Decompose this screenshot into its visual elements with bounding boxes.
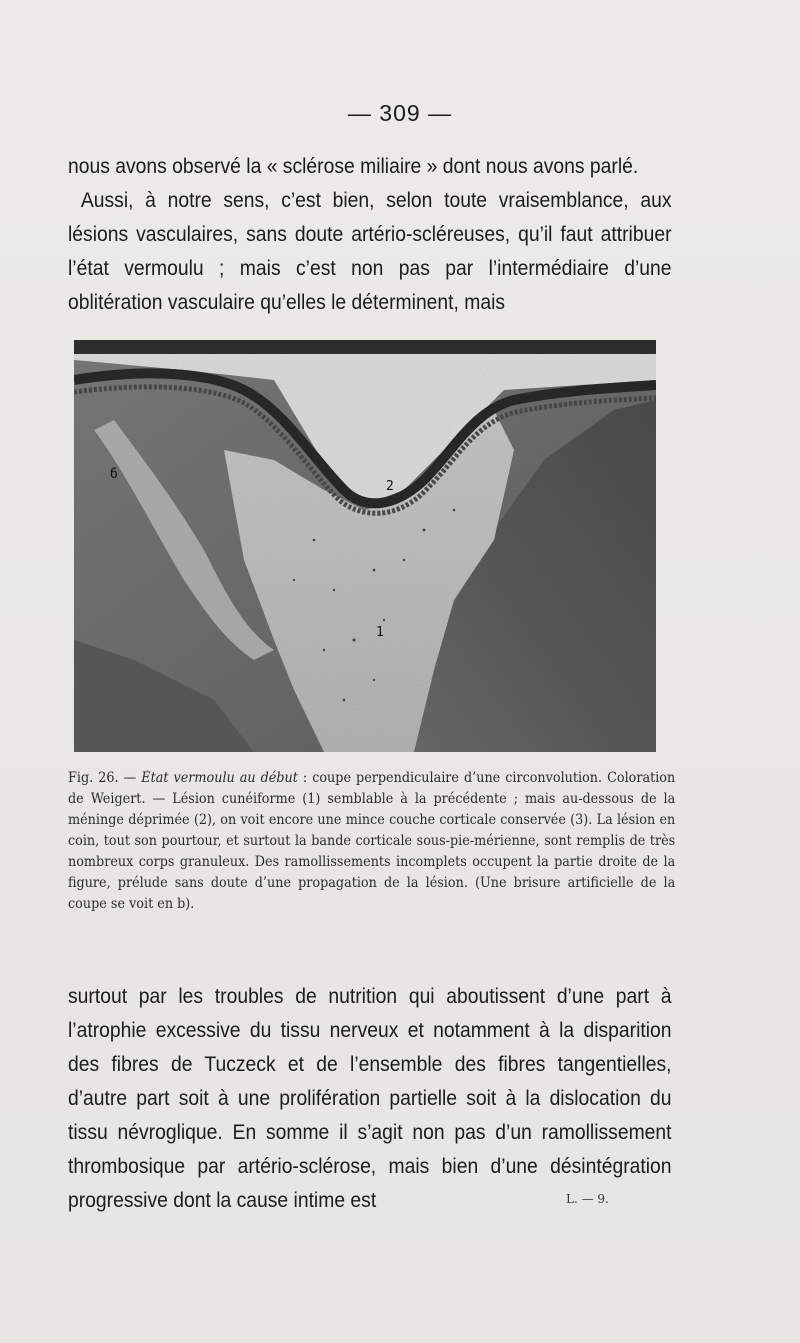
paragraph: Aussi, à notre sens, c’est bien, selon toute vraisemblance, aux lésions vasculaires, sans doute artério-scléreuses, qu’il faut attribuer l’état vermoulu ; mais c’est non pas par l’intermédiaire d’une oblitération vasculaire qu’elles le déterminent, mais (68, 189, 672, 314)
body-text-bottom (68, 980, 672, 1218)
caption-text: : coupe perpendiculaire d’une circonvolution. Coloration de Weigert. — Lésion cunéiforme (1) semblable à la précédente ; mais au-dessous de la méninge déprimée (2), on voit encore une mince couche corticale conservée (3). La lésion en coin, tout son pourtour, et surtout la bande corticale sous-pie-mérienne, sont remplis de très nombreux corps granuleux. Des ramollissements incomplets occupent la partie droite de la figure, prélude sans doute d’une propagation de la lésion. (Une brisure artificielle de la coupe se voit en b). (68, 770, 676, 912)
paragraph: surtout par les troubles de nutrition qui aboutissent d’une part à l’atrophie excessive du tissu nerveux et notamment à la disparition des fibres de Tuczeck et de l’ensemble des fibres tangentielles, d’autre part soit à une prolifération partielle soit à la dislocation du tissu névroglique. En somme il s’agit non pas d’un ramollissement thrombosique par artério-sclérose, mais bien d’une désintégration progressive dont la cause intime est (68, 985, 672, 1212)
signature-mark: L. — 9. (566, 1192, 609, 1206)
histology-figure (74, 340, 656, 752)
caption-title: État vermoulu au début (141, 770, 298, 786)
figure-label-2: 2 (386, 479, 394, 494)
micrograph-image (74, 340, 656, 752)
page-number: — 309 — (347, 100, 453, 126)
figure-label-b: б (110, 467, 118, 482)
body-text-top (68, 150, 672, 320)
figure-label-1: 1 (376, 625, 384, 640)
paragraph: nous avons observé la « sclérose miliaire » dont nous avons parlé. (68, 155, 639, 178)
caption-prefix: Fig. 26. — (68, 770, 142, 786)
figure-caption (68, 768, 675, 915)
